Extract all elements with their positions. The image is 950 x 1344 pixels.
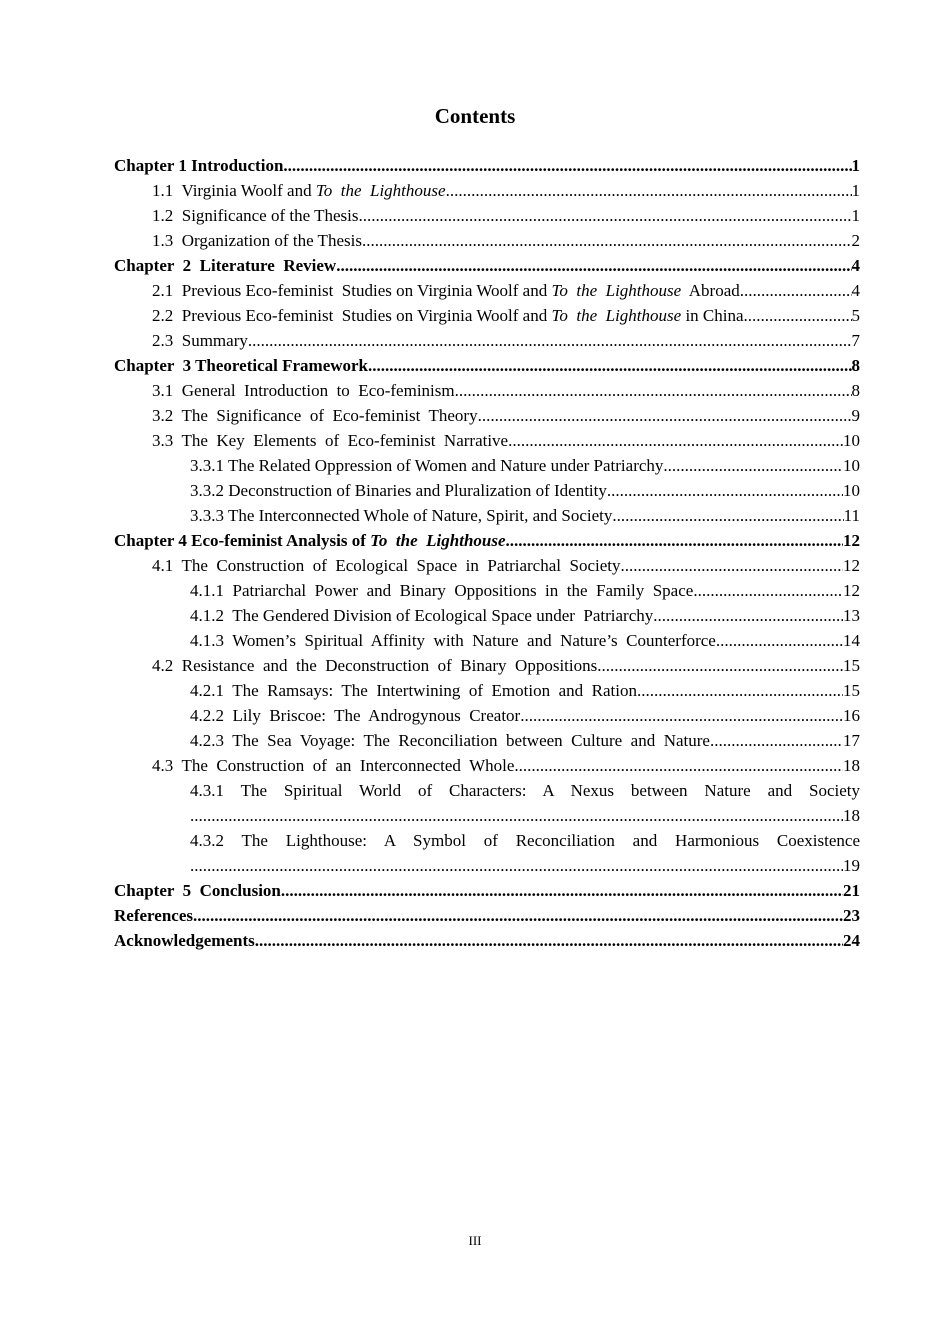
- toc-entry-title: 3.3.1 The Related Oppression of Women and Nature under Patriarchy: [190, 456, 664, 475]
- dot-leader: [190, 803, 843, 828]
- toc-entry-italic-title: To the Lighthouse: [315, 181, 446, 200]
- toc-entry-3-3-1[interactable]: [190, 453, 860, 478]
- dot-leader: [455, 378, 852, 403]
- toc-entry-chapter-3[interactable]: [114, 353, 860, 378]
- toc-entry-title: References: [114, 906, 193, 925]
- dot-leader: [520, 703, 843, 728]
- dot-leader: [716, 628, 843, 653]
- toc-entry-4-3-1[interactable]: [190, 778, 860, 828]
- toc-page-number: 12: [843, 581, 860, 600]
- toc-entry-title: 4.2.3 The Sea Voyage: The Reconciliation between Culture and Nature: [190, 731, 710, 750]
- dot-leader: [744, 278, 852, 303]
- toc-entry-title: 1.3 Organization of the Thesis: [152, 231, 362, 250]
- dot-leader: [637, 678, 843, 703]
- toc-entry-4-1[interactable]: [152, 553, 860, 578]
- toc-entry-italic-title: To the Lighthouse: [370, 531, 506, 550]
- dot-leader: [693, 578, 843, 603]
- toc-page-number: 4: [851, 281, 860, 300]
- toc-entry-suffix: in China.: [681, 306, 748, 325]
- dot-leader: [710, 728, 843, 753]
- toc-entry-title: Chapter 3 Theoretical Framework: [114, 356, 369, 375]
- dot-leader: [248, 328, 852, 353]
- dot-leader: [281, 878, 843, 903]
- toc-entry-title: 4.1.1 Patriarchal Power and Binary Oppositions in the Family Space: [190, 581, 694, 600]
- toc-entry-3-3-3[interactable]: [190, 503, 860, 528]
- dot-leader: [358, 203, 851, 228]
- toc-page-number: 1: [851, 206, 860, 225]
- dot-leader: [446, 178, 852, 203]
- dot-leader: [612, 503, 843, 528]
- toc-page-number: 24: [843, 931, 860, 950]
- toc-page-number: 13: [843, 606, 860, 625]
- toc-entry-title: Chapter 2 Literature Review: [114, 256, 337, 275]
- toc-page-number: 8: [851, 381, 860, 400]
- toc-entry-title: 4.3 The Construction of an Interconnected Whole: [152, 756, 515, 775]
- toc-entry-title: Chapter 4 Eco-feminist Analysis of: [114, 531, 371, 550]
- toc-page-number: 8: [851, 356, 860, 375]
- dot-leader: [597, 653, 843, 678]
- toc-entry-title: 4.1.3 Women’s Spiritual Affinity with Nature and Nature’s Counterforce: [190, 631, 716, 650]
- dot-leader: [514, 753, 843, 778]
- toc-page-number: 23: [843, 906, 860, 925]
- toc-entry-2-3[interactable]: [152, 328, 860, 353]
- toc-entry-2-1[interactable]: [152, 278, 860, 303]
- toc-entry-4-1-1[interactable]: [190, 578, 860, 603]
- toc-entry-3-1[interactable]: [152, 378, 860, 403]
- toc-page-number: 1: [851, 181, 860, 200]
- toc-entry-title: 3.3.2 Deconstruction of Binaries and Pluralization of Identity: [190, 481, 607, 500]
- toc-entry-title: 3.3.3 The Interconnected Whole of Nature, Spirit, and Society: [190, 506, 613, 525]
- toc-page-number: 12: [843, 556, 860, 575]
- toc-entry-title: 4.2.2 Lily Briscoe: The Androgynous Creator: [190, 706, 521, 725]
- toc-entry-title: 1.1 Virginia Woolf and: [152, 181, 316, 200]
- toc-entry-acknowledgements[interactable]: [114, 928, 860, 953]
- toc-page-number: 14: [843, 631, 860, 650]
- toc-page-number: 11: [843, 506, 860, 525]
- dot-leader: [653, 603, 843, 628]
- toc-entry-4-1-3[interactable]: [190, 628, 860, 653]
- toc-entry-title: 4.3.2 The Lighthouse: A Symbol of Reconciliation and Harmonious Coexistence: [190, 831, 860, 850]
- page-number-footer: III: [468, 1233, 482, 1248]
- dot-leader: [190, 853, 843, 878]
- toc-entry-title: 3.3 The Key Elements of Eco-feminist Narrative: [152, 431, 509, 450]
- toc-entry-1-1[interactable]: [152, 178, 860, 203]
- toc-page-number: 21: [843, 881, 860, 900]
- toc-page-number: 16: [843, 706, 860, 725]
- toc-page-number: 10: [843, 431, 860, 450]
- toc-entry-italic-title: To the Lighthouse: [551, 306, 682, 325]
- toc-page-number: 15: [843, 681, 860, 700]
- dot-leader: [362, 228, 852, 253]
- toc-page-number: 2: [851, 231, 860, 250]
- toc-page-number: 10: [843, 456, 860, 475]
- toc-entry-chapter-5[interactable]: [114, 878, 860, 903]
- toc-entry-title: 3.2 The Significance of Eco-feminist Theory: [152, 406, 478, 425]
- toc-entry-1-3[interactable]: [152, 228, 860, 253]
- dot-leader: [748, 303, 852, 328]
- toc-entry-italic-title: To the Lighthouse: [551, 281, 682, 300]
- toc-entry-title: 2.2 Previous Eco-feminist Studies on Virginia Woolf and: [152, 306, 552, 325]
- toc-entry-chapter-1[interactable]: [114, 153, 860, 178]
- toc-entry-4-2[interactable]: [152, 653, 860, 678]
- toc-entry-title: Chapter 5 Conclusion: [114, 881, 281, 900]
- toc-entry-1-2[interactable]: [152, 203, 860, 228]
- toc-entry-chapter-2[interactable]: [114, 253, 860, 278]
- toc-page-number: 1: [851, 156, 860, 175]
- toc-entry-title: 2.1 Previous Eco-feminist Studies on Virginia Woolf and: [152, 281, 552, 300]
- toc-page-number: 18: [843, 756, 860, 775]
- toc-page-number: 7: [851, 331, 860, 350]
- toc-entry-chapter-4[interactable]: [114, 528, 860, 553]
- toc-page-number: 17: [843, 731, 860, 750]
- toc-entry-4-1-2[interactable]: [190, 603, 860, 628]
- toc-entry-3-2[interactable]: [152, 403, 860, 428]
- dot-leader: [506, 528, 843, 553]
- toc-entry-title: 4.2 Resistance and the Deconstruction of Binary Oppositions: [152, 656, 598, 675]
- toc-entry-3-3[interactable]: [152, 428, 860, 453]
- dot-leader: [283, 153, 851, 178]
- toc-entry-4-3[interactable]: [152, 753, 860, 778]
- toc-entry-references[interactable]: [114, 903, 860, 928]
- toc-entry-title: 4.1 The Construction of Ecological Space in Patriarchal Society: [152, 556, 621, 575]
- dot-leader: [368, 353, 851, 378]
- dot-leader: [508, 428, 843, 453]
- toc-entry-title: 4.3.1 The Spiritual World of Characters: A Nexus between Nature and Society: [190, 781, 860, 800]
- dot-leader: [621, 553, 844, 578]
- toc-entry-title: Acknowledgements: [114, 931, 255, 950]
- toc-page-number: 10: [843, 481, 860, 500]
- toc-page-number: 12: [843, 531, 860, 550]
- toc-page-number: 4: [851, 256, 860, 275]
- toc-entry-title: 2.3 Summary: [152, 331, 248, 350]
- toc-page-number: 9: [851, 406, 860, 425]
- toc-entry-title: 4.2.1 The Ramsays: The Intertwining of Emotion and Ration: [190, 681, 637, 700]
- toc-page-number: 15: [843, 656, 860, 675]
- page-title: Contents: [434, 104, 516, 128]
- dot-leader: [336, 253, 851, 278]
- dot-leader: [607, 478, 843, 503]
- toc-page-number: 18: [843, 806, 860, 825]
- dot-leader: [255, 928, 843, 953]
- toc-entry-4-2-1[interactable]: [190, 678, 860, 703]
- toc-entry-title: 4.1.2 The Gendered Division of Ecological Space under Patriarchy: [190, 606, 654, 625]
- dot-leader: [478, 403, 852, 428]
- toc-page-number: 19: [843, 856, 860, 875]
- toc-entry-4-2-2[interactable]: [190, 703, 860, 728]
- dot-leader: [663, 453, 843, 478]
- toc-page-number: 5: [851, 306, 860, 325]
- toc-entry-title: 3.1 General Introduction to Eco-feminism: [152, 381, 455, 400]
- toc-entry-title: 1.2 Significance of the Thesis: [152, 206, 359, 225]
- toc-entry-title: Chapter 1 Introduction: [114, 156, 284, 175]
- toc-entry-suffix: Abroad.: [681, 281, 744, 300]
- toc-entry-4-3-2[interactable]: [190, 828, 860, 878]
- toc-entry-4-2-3[interactable]: [190, 728, 860, 753]
- dot-leader: [193, 903, 843, 928]
- toc-entry-3-3-2[interactable]: [190, 478, 860, 503]
- toc-entry-2-2[interactable]: [152, 303, 860, 328]
